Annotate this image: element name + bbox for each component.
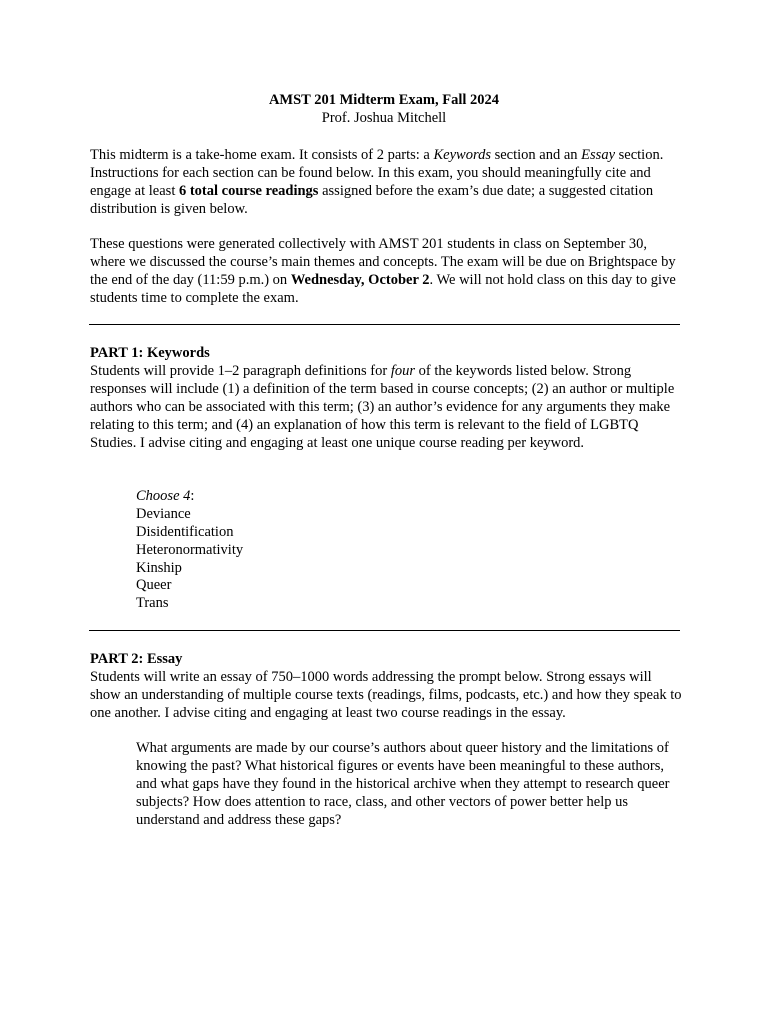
keyword-item: Kinship <box>136 559 182 576</box>
essay-emphasis: Essay <box>581 147 616 163</box>
readings-requirement: 6 total course readings <box>178 182 319 199</box>
part1-description <box>90 363 685 453</box>
choose-label-colon: : <box>190 488 195 504</box>
intro-text: These questions were generated collectively with AMST 201 students in class on September 30, where we discussed the course’s main themes and concepts. The exam will be due on Brightspace by the end of the day (11:59 p.m.) on <box>90 236 676 288</box>
keyword-item: Deviance <box>136 505 191 522</box>
keyword-item: Heteronormativity <box>136 541 244 558</box>
instructor-name: Prof. Joshua Mitchell <box>321 110 447 126</box>
four-emphasis: four <box>390 363 415 379</box>
intro-text: . We will not hold class on this day to give students time to complete the exam. <box>90 271 676 306</box>
intro-text: section. Instructions for each section can be found below. In this exam, you should meaningfully cite and engage at least <box>90 147 664 199</box>
section-divider <box>89 630 680 631</box>
part1-text: of the keywords listed below. Strong responses will include (1) a definition of the term based in course concepts; (2) an author or multiple authors who can be associated with this term; (3) an author’s evidence for any arguments they make relating to this term; and (4) an explanation of how this term is relevant to the field of LGBTQ Studies. I advise citing and engaging at least one unique course reading per keyword. <box>90 363 675 451</box>
keyword-item: Disidentification <box>136 523 234 540</box>
choose-label <box>136 488 243 506</box>
exam-title: AMST 201 Midterm Exam, Fall 2024 <box>268 92 500 108</box>
intro-paragraph-2 <box>90 236 685 308</box>
intro-paragraph-1 <box>90 147 685 219</box>
section-divider <box>89 324 680 325</box>
keyword-item: Queer <box>136 577 172 594</box>
part2-description: Students will write an essay of 750–1000 words addressing the prompt below. Strong essays will show an understanding of multiple course texts (readings, films, podcasts, etc.) and how they speak to one another. I advise citing and engaging at least two course readings in the essay. <box>90 669 682 721</box>
due-date: Wednesday, October 2 <box>290 271 430 288</box>
part1-text: Students will provide 1–2 paragraph definitions for <box>90 363 391 379</box>
keyword-item: Trans <box>136 595 169 612</box>
choose-label-text: Choose 4 <box>136 488 191 504</box>
intro-text: This midterm is a take-home exam. It consists of 2 parts: a <box>90 147 434 163</box>
intro-text: section and an <box>490 147 582 163</box>
essay-prompt: What arguments are made by our course’s authors about queer history and the limitations of knowing the past? What historical figures or events have been meaningful to these authors, and what gaps have they found in the historical archive when they attempt to research queer subjects? How does attention to race, class, and other vectors of power better help us understand and address these gaps? <box>136 740 670 828</box>
keywords-emphasis: Keywords <box>433 147 491 163</box>
part2-heading: PART 2: Essay <box>90 651 183 667</box>
keyword-list <box>136 488 243 613</box>
part1-heading: PART 1: Keywords <box>90 345 210 361</box>
intro-text: assigned before the exam’s due date; a suggested citation distribution is given below. <box>90 182 654 217</box>
